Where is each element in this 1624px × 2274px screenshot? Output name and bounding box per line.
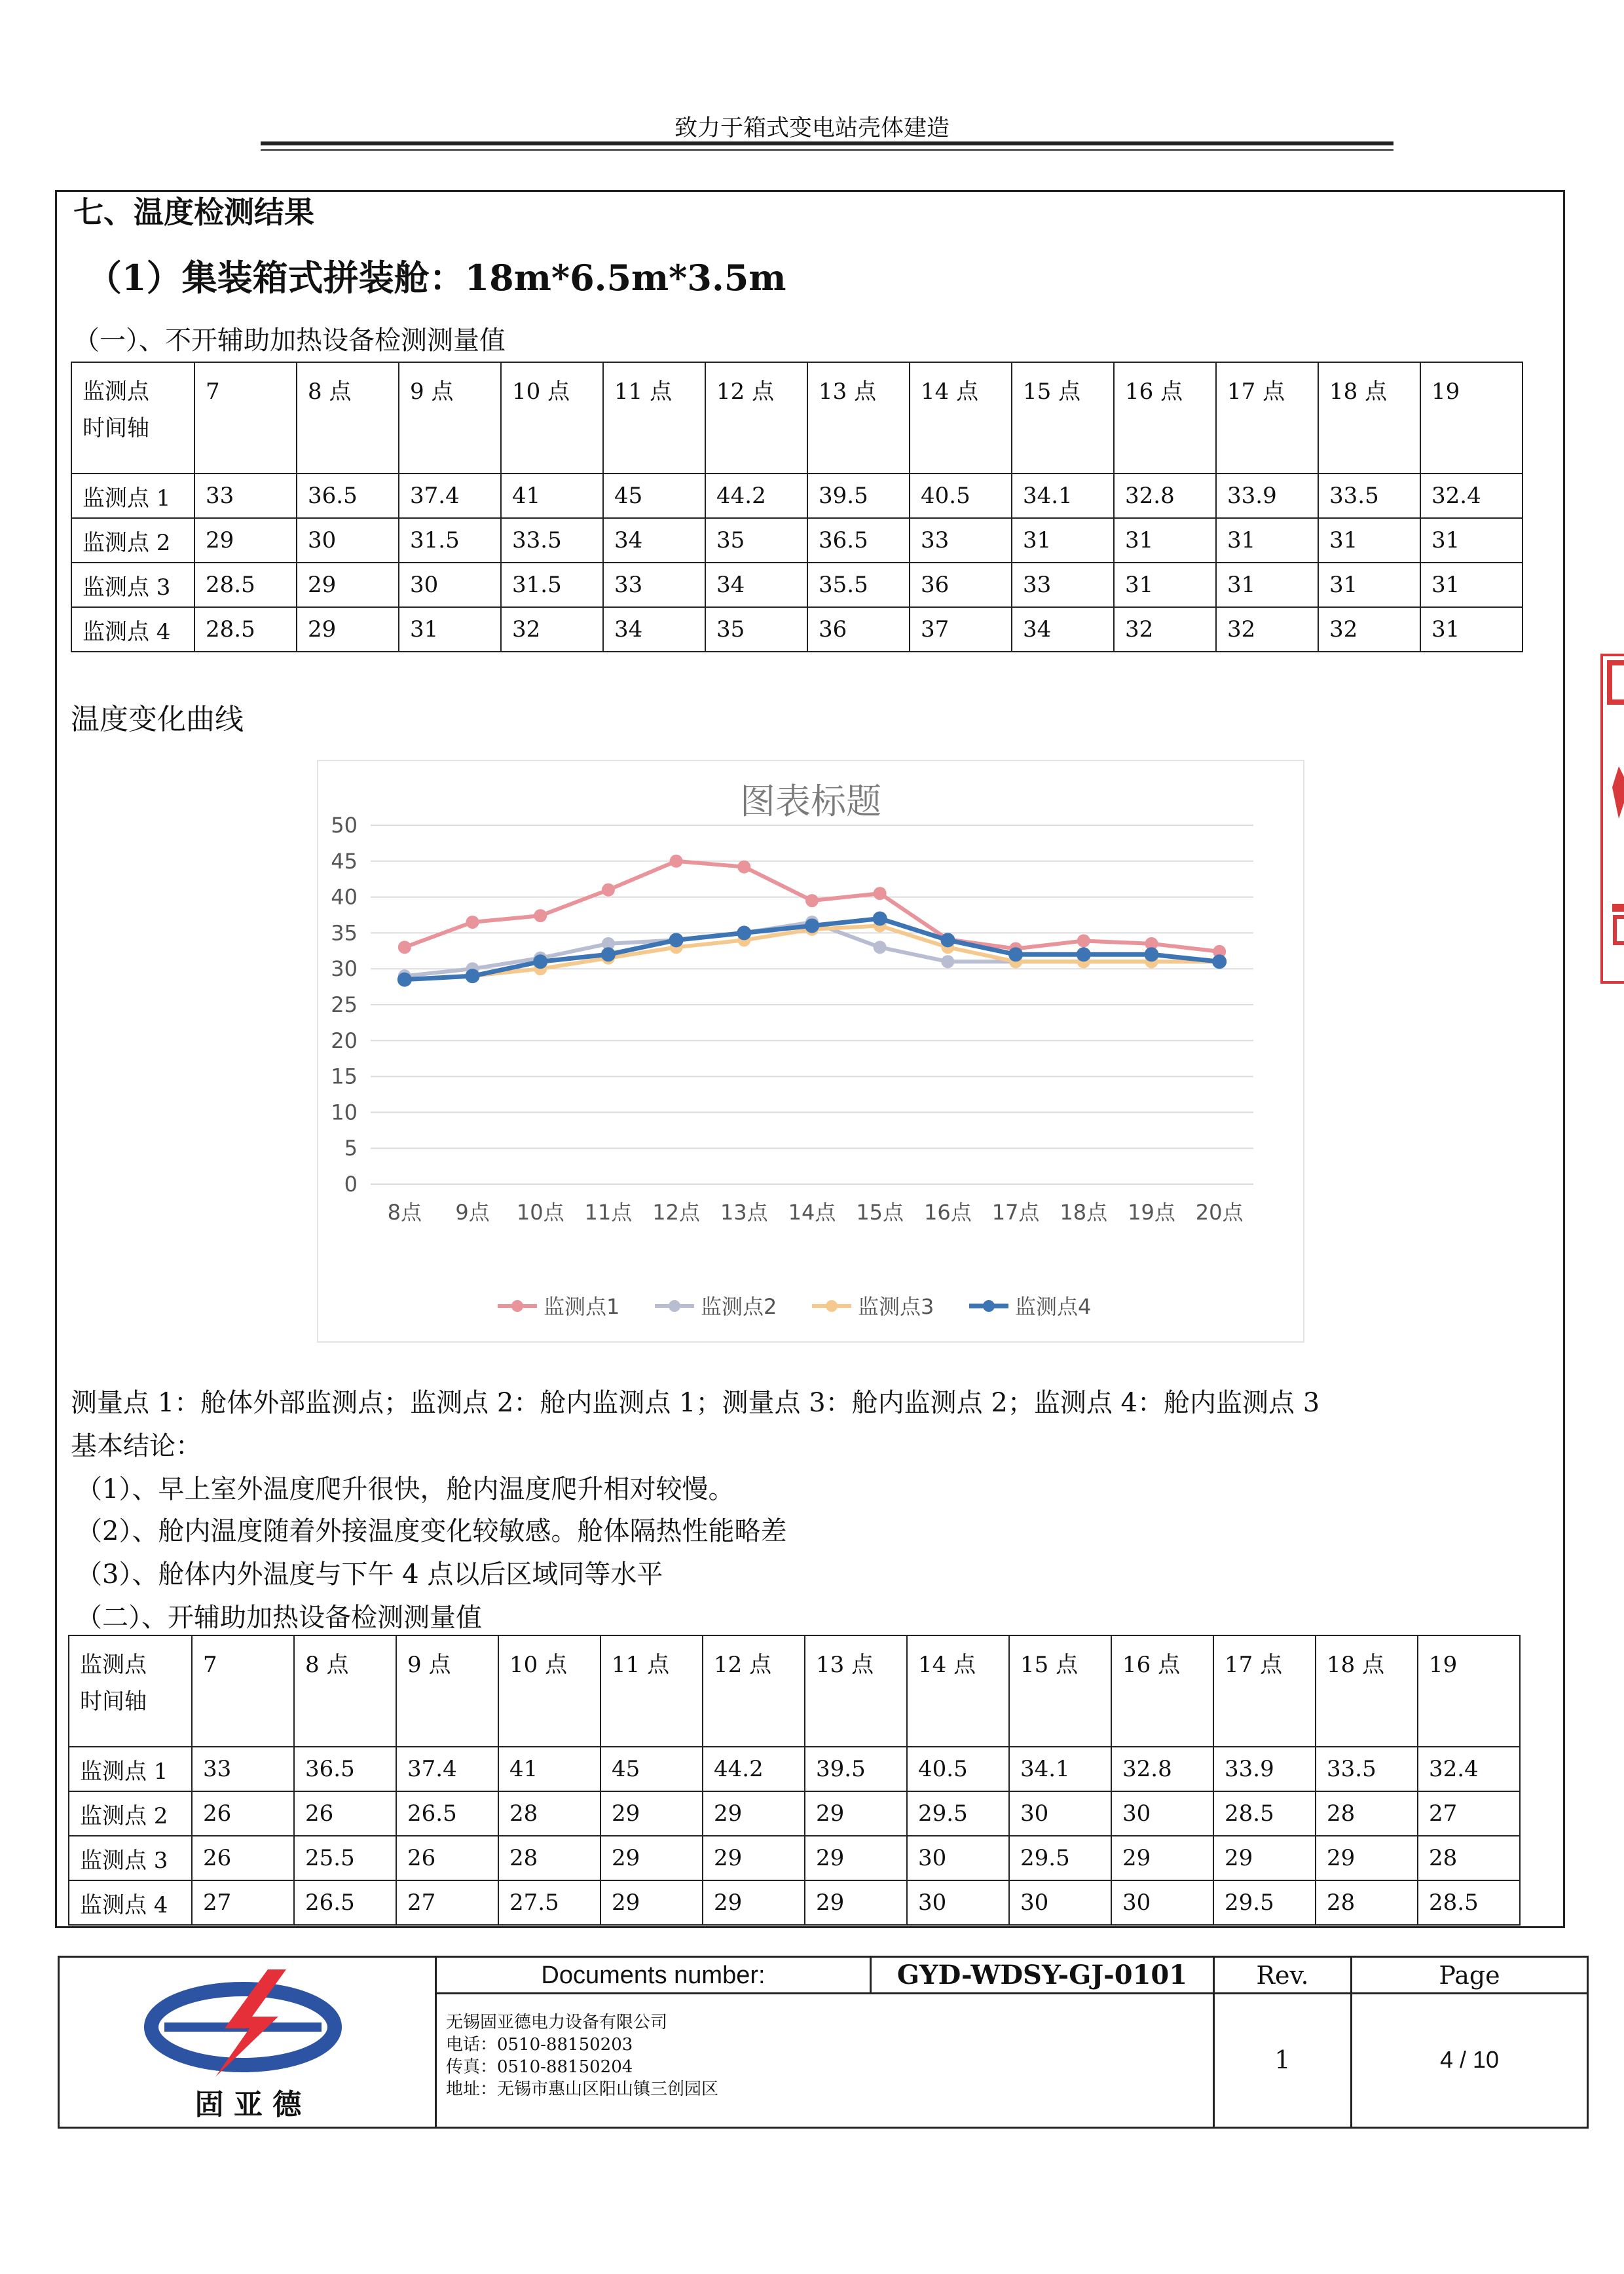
- table-with-heating: [68, 1635, 1521, 1926]
- table-cell: 29: [297, 563, 399, 607]
- table-cell: 27.5: [498, 1880, 600, 1925]
- column-header: 8 点: [297, 362, 399, 474]
- row-label: 监测点 4: [71, 607, 194, 652]
- column-header: 10 点: [498, 1635, 600, 1747]
- column-header: 11 点: [603, 362, 705, 474]
- conclusion-1: （1）、早上室外温度爬升很快，舱内温度爬升相对较慢。: [76, 1474, 735, 1504]
- y-tick-label: 25: [331, 992, 358, 1017]
- table-cell: 26: [192, 1791, 294, 1836]
- table-cell: 29: [703, 1880, 805, 1925]
- table-cell: 36.5: [297, 474, 399, 518]
- table-cell: 31: [399, 607, 501, 652]
- column-header: 12 点: [703, 1635, 805, 1747]
- table-cell: 29: [194, 518, 297, 563]
- footer-box: [58, 1956, 1589, 2129]
- company-tel: 电话：0510-88150203: [446, 2035, 633, 2055]
- data-point-1: [670, 855, 683, 868]
- table-cell: 36: [807, 607, 910, 652]
- table-cell: 29: [805, 1880, 907, 1925]
- footer-logo-cell: [60, 1958, 437, 2127]
- table-cell: 32: [1318, 607, 1420, 652]
- table-cell: 28.5: [1418, 1880, 1520, 1925]
- x-tick-label: 12点: [652, 1200, 700, 1225]
- x-tick-label: 8点: [387, 1200, 422, 1225]
- table-cell: 28: [1418, 1836, 1520, 1880]
- table-cell: 29: [703, 1836, 805, 1880]
- table-cell: 30: [297, 518, 399, 563]
- row-label: 监测点 2: [69, 1791, 192, 1836]
- company-address: 地址：无锡市惠山区阳山镇三创园区: [446, 2079, 719, 2099]
- table-cell: 27: [396, 1880, 498, 1925]
- y-tick-label: 20: [331, 1028, 358, 1053]
- column-header: 17 点: [1213, 1635, 1316, 1747]
- y-tick-label: 45: [331, 848, 358, 874]
- header-rule: [261, 141, 1393, 145]
- y-tick-label: 30: [331, 956, 358, 982]
- table-cell: 28.5: [194, 563, 297, 607]
- table-cell: 29: [297, 607, 399, 652]
- column-header: 14 点: [907, 1635, 1009, 1747]
- table-cell: 32.8: [1114, 474, 1216, 518]
- data-point-1: [874, 887, 887, 900]
- table-cell: 39.5: [807, 474, 910, 518]
- page-label: Page: [1352, 1958, 1587, 1994]
- data-point-4: [873, 911, 887, 925]
- legend-marker: [826, 1300, 838, 1312]
- table-cell: 34: [1012, 607, 1114, 652]
- table-cell: 29: [600, 1836, 703, 1880]
- rev-value: 1: [1215, 1994, 1352, 2127]
- table-cell: 30: [1111, 1880, 1213, 1925]
- data-point-1: [602, 884, 615, 897]
- table-cell: 26: [192, 1836, 294, 1880]
- data-point-4: [1008, 947, 1023, 961]
- table-cell: 31: [1114, 518, 1216, 563]
- column-header: 10 点: [501, 362, 603, 474]
- data-point-4: [533, 954, 547, 969]
- data-point-4: [601, 947, 616, 961]
- table-cell: 41: [498, 1747, 600, 1791]
- table-cell: 34: [603, 607, 705, 652]
- table-cell: 28: [498, 1791, 600, 1836]
- chart-area: [318, 760, 1304, 1342]
- table-cell: 29: [1213, 1836, 1316, 1880]
- table-cell: 37: [910, 607, 1012, 652]
- table-cell: 29: [1316, 1836, 1418, 1880]
- rev-label: Rev.: [1215, 1958, 1352, 1994]
- data-point-4: [466, 969, 480, 983]
- table-cell: 27: [192, 1880, 294, 1925]
- data-point-4: [805, 918, 819, 933]
- data-point-1: [737, 861, 750, 874]
- table-cell: 30: [1009, 1880, 1111, 1925]
- table-cell: 26: [396, 1836, 498, 1880]
- table-cell: 31: [1420, 518, 1522, 563]
- table-cell: 31.5: [399, 518, 501, 563]
- table-cell: 32: [1216, 607, 1318, 652]
- table-cell: 37.4: [399, 474, 501, 518]
- corner-label: 时间轴: [83, 415, 149, 441]
- table-cell: 30: [907, 1880, 1009, 1925]
- table-cell: 44.2: [703, 1747, 805, 1791]
- column-header: 12 点: [705, 362, 807, 474]
- data-point-4: [1077, 947, 1091, 961]
- column-header: 15 点: [1012, 362, 1114, 474]
- table-cell: 33: [194, 474, 297, 518]
- table-cell: 29: [600, 1880, 703, 1925]
- table-row: [69, 1791, 1520, 1836]
- table-cell: 29: [1111, 1836, 1213, 1880]
- data-point-1: [805, 894, 819, 907]
- table-cell: 37.4: [396, 1747, 498, 1791]
- y-tick-label: 35: [331, 920, 358, 946]
- x-tick-label: 11点: [584, 1200, 633, 1225]
- table-corner-cell: [71, 362, 194, 474]
- table-cell: 25.5: [294, 1836, 396, 1880]
- column-header: 17 点: [1216, 362, 1318, 474]
- x-tick-label: 10点: [516, 1200, 564, 1225]
- table-cell: 29: [805, 1791, 907, 1836]
- chart-title: 图表标题: [740, 781, 881, 822]
- table-cell: 44.2: [705, 474, 807, 518]
- y-tick-label: 10: [331, 1100, 358, 1125]
- table-cell: 34: [603, 518, 705, 563]
- x-tick-label: 13点: [720, 1200, 768, 1225]
- red-seal-stamp: [1593, 642, 1624, 996]
- temperature-chart: [317, 760, 1304, 1343]
- column-header: 7: [194, 362, 297, 474]
- legend-label: 监测点2: [701, 1294, 777, 1319]
- x-tick-label: 19点: [1128, 1200, 1175, 1225]
- table-row: [69, 1880, 1520, 1925]
- table-cell: 33.5: [1318, 474, 1420, 518]
- table-cell: 29.5: [1213, 1880, 1316, 1925]
- conclusion-title: 基本结论：: [71, 1431, 202, 1461]
- table-cell: 30: [907, 1836, 1009, 1880]
- row-label: 监测点 4: [69, 1880, 192, 1925]
- row-label: 监测点 1: [71, 474, 194, 518]
- table-cell: 32.4: [1420, 474, 1522, 518]
- column-header: 14 点: [910, 362, 1012, 474]
- company-info: [437, 1994, 1215, 2127]
- company-logo-icon: [138, 1967, 348, 2078]
- table-cell: 30: [399, 563, 501, 607]
- column-header: 9 点: [399, 362, 501, 474]
- table-cell: 32.8: [1111, 1747, 1213, 1791]
- header-rule-thin: [261, 149, 1393, 151]
- column-header: 8 点: [294, 1635, 396, 1747]
- column-header: 18 点: [1316, 1635, 1418, 1747]
- x-tick-label: 17点: [991, 1200, 1040, 1225]
- column-header: 19: [1418, 1635, 1520, 1747]
- table-cell: 30: [1111, 1791, 1213, 1836]
- table-cell: 31: [1318, 563, 1420, 607]
- table-row: [71, 607, 1522, 652]
- table-row: [69, 1836, 1520, 1880]
- table-cell: 33.5: [501, 518, 603, 563]
- table-cell: 36.5: [807, 518, 910, 563]
- table-cell: 28.5: [194, 607, 297, 652]
- table-cell: 28: [498, 1836, 600, 1880]
- table-cell: 34: [705, 563, 807, 607]
- column-header: 16 点: [1111, 1635, 1213, 1747]
- table-row: [71, 518, 1522, 563]
- table-cell: 32: [501, 607, 603, 652]
- table1-caption: （一）、不开辅助加热设备检测测量值: [73, 326, 506, 356]
- legend-label: 监测点4: [1015, 1294, 1092, 1319]
- table-cell: 28: [1316, 1880, 1418, 1925]
- x-tick-label: 16点: [924, 1200, 972, 1225]
- column-header: 16 点: [1114, 362, 1216, 474]
- table-row: [71, 474, 1522, 518]
- table-cell: 41: [501, 474, 603, 518]
- table-cell: 34.1: [1012, 474, 1114, 518]
- conclusion-3: （3）、舱体内外温度与下午 4 点以后区域同等水平: [76, 1559, 663, 1590]
- table-cell: 29.5: [907, 1791, 1009, 1836]
- table-cell: 32: [1114, 607, 1216, 652]
- column-header: 7: [192, 1635, 294, 1747]
- chart-heading: 温度变化曲线: [71, 703, 244, 736]
- table-cell: 31: [1420, 607, 1522, 652]
- y-tick-label: 5: [344, 1136, 358, 1161]
- brand-name: 固 亚 德: [194, 2088, 302, 2121]
- table-cell: 31: [1318, 518, 1420, 563]
- data-point-4: [940, 933, 955, 947]
- company-name: 无锡固亚德电力设备有限公司: [446, 2013, 668, 2032]
- data-point-2: [874, 941, 887, 954]
- y-tick-label: 0: [344, 1172, 358, 1197]
- table-row: [71, 563, 1522, 607]
- table-cell: 26: [294, 1791, 396, 1836]
- x-tick-label: 20点: [1195, 1200, 1244, 1225]
- legend-label: 监测点1: [544, 1294, 620, 1319]
- column-header: 19: [1420, 362, 1522, 474]
- legend-marker: [983, 1300, 995, 1312]
- table-cell: 33.9: [1216, 474, 1318, 518]
- data-point-4: [669, 933, 684, 947]
- legend-marker: [669, 1300, 680, 1312]
- company-fax: 传真：0510-88150204: [446, 2057, 633, 2077]
- data-point-1: [1077, 934, 1090, 947]
- row-label: 监测点 3: [69, 1836, 192, 1880]
- table-cell: 33: [603, 563, 705, 607]
- y-tick-label: 40: [331, 884, 358, 910]
- data-point-4: [1212, 954, 1227, 969]
- table-cell: 36.5: [294, 1747, 396, 1791]
- column-header: 15 点: [1009, 1635, 1111, 1747]
- table-cell: 31: [1420, 563, 1522, 607]
- table-cell: 35: [705, 607, 807, 652]
- table-cell: 30: [1009, 1791, 1111, 1836]
- page-value: 4 / 10: [1439, 2046, 1500, 2073]
- table-cell: 36: [910, 563, 1012, 607]
- table-cell: 33.5: [1316, 1747, 1418, 1791]
- row-label: 监测点 1: [69, 1747, 192, 1791]
- table-cell: 45: [600, 1747, 703, 1791]
- table-corner-cell: [69, 1635, 192, 1747]
- data-point-1: [466, 916, 479, 929]
- table-cell: 29.5: [1009, 1836, 1111, 1880]
- data-point-4: [1144, 947, 1158, 961]
- corner-label: 监测点: [80, 1652, 147, 1678]
- legend-marker: [511, 1300, 523, 1312]
- table-cell: 31: [1114, 563, 1216, 607]
- table-cell: 29: [600, 1791, 703, 1836]
- section-title: 七、温度检测结果: [73, 195, 314, 230]
- row-label: 监测点 3: [71, 563, 194, 607]
- x-tick-label: 14点: [788, 1200, 836, 1225]
- table-cell: 26.5: [396, 1791, 498, 1836]
- data-point-4: [397, 973, 412, 987]
- column-header: 13 点: [805, 1635, 907, 1747]
- x-tick-label: 9点: [455, 1200, 490, 1225]
- row-label: 监测点 2: [71, 518, 194, 563]
- table-cell: 31.5: [501, 563, 603, 607]
- table-cell: 33: [910, 518, 1012, 563]
- data-point-1: [398, 941, 411, 954]
- table-cell: 39.5: [805, 1747, 907, 1791]
- table-cell: 35: [705, 518, 807, 563]
- column-header: 11 点: [600, 1635, 703, 1747]
- data-point-1: [534, 909, 547, 922]
- x-tick-label: 15点: [856, 1200, 904, 1225]
- y-tick-label: 50: [331, 813, 358, 838]
- data-point-2: [941, 955, 954, 968]
- table-cell: 29: [805, 1836, 907, 1880]
- table-cell: 31: [1216, 518, 1318, 563]
- table2-caption: （二）、开辅助加热设备检测测量值: [76, 1603, 482, 1633]
- points-description: 测量点 1：舱体外部监测点；监测点 2：舱内监测点 1；测量点 3：舱内监测点 2；监测点 4：舱内监测点 3: [71, 1388, 1320, 1418]
- table-cell: 31: [1216, 563, 1318, 607]
- table-cell: 33: [192, 1747, 294, 1791]
- table-cell: 35.5: [807, 563, 910, 607]
- table-cell: 40.5: [907, 1747, 1009, 1791]
- table-cell: 33.9: [1213, 1747, 1316, 1791]
- corner-label: 时间轴: [80, 1688, 147, 1715]
- table-cell: 28: [1316, 1791, 1418, 1836]
- table-cell: 31: [1012, 518, 1114, 563]
- column-header: 18 点: [1318, 362, 1420, 474]
- x-tick-label: 18点: [1060, 1200, 1108, 1225]
- table-cell: 33: [1012, 563, 1114, 607]
- data-point-4: [737, 925, 751, 940]
- table-cell: 29: [703, 1791, 805, 1836]
- table-without-heating: [71, 362, 1523, 652]
- y-tick-label: 15: [331, 1064, 358, 1089]
- column-header: 9 点: [396, 1635, 498, 1747]
- doc-number-label: Documents number:: [437, 1958, 872, 1994]
- corner-label: 监测点: [83, 379, 149, 405]
- table-row: [69, 1747, 1520, 1791]
- table-cell: 45: [603, 474, 705, 518]
- header-slogan: 致力于箱式变电站壳体建造: [674, 115, 950, 141]
- table-cell: 27: [1418, 1791, 1520, 1836]
- table-cell: 32.4: [1418, 1747, 1520, 1791]
- table-cell: 26.5: [294, 1880, 396, 1925]
- table-cell: 34.1: [1009, 1747, 1111, 1791]
- subsection-title: （1）集装箱式拼装舱：18m*6.5m*3.5m: [86, 257, 786, 299]
- column-header: 13 点: [807, 362, 910, 474]
- conclusion-2: （2）、舱内温度随着外接温度变化较敏感。舱体隔热性能略差: [76, 1516, 787, 1546]
- table-cell: 40.5: [910, 474, 1012, 518]
- table-cell: 28.5: [1213, 1791, 1316, 1836]
- doc-number-value: GYD-WDSY-GJ-0101: [872, 1958, 1215, 1994]
- legend-label: 监测点3: [858, 1294, 934, 1319]
